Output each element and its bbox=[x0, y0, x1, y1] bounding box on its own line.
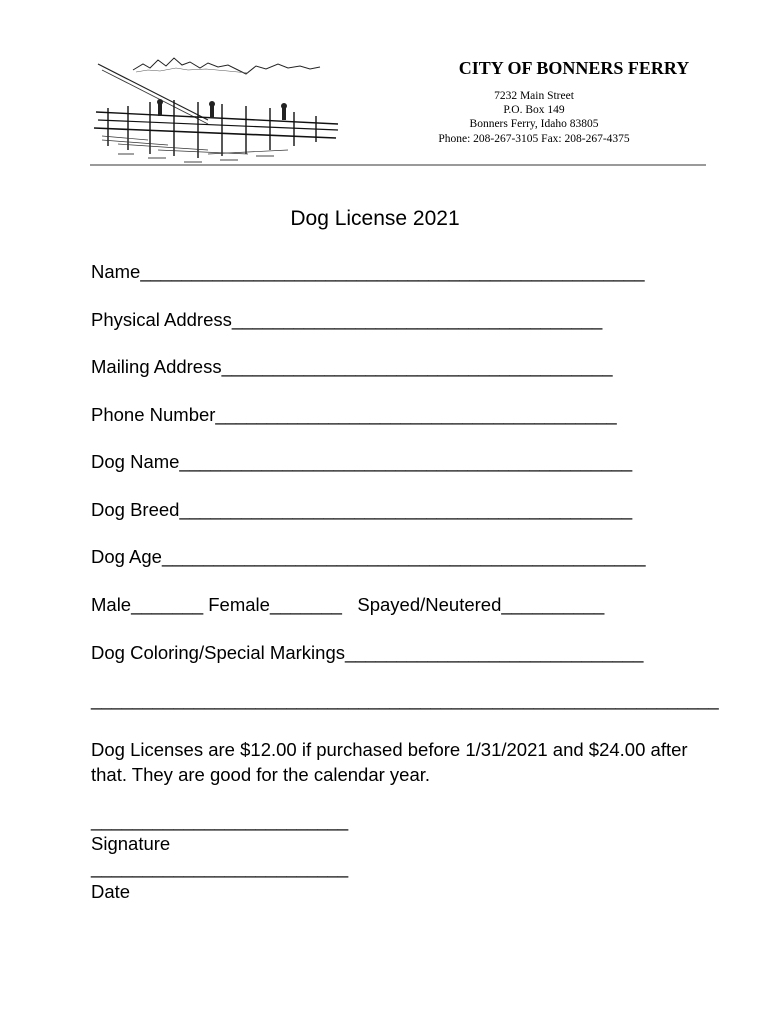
phone-number-field[interactable]: Phone Number_______________________________________ bbox=[91, 404, 617, 425]
form-title: Dog License 2021 bbox=[290, 207, 460, 230]
signature-label: Signature bbox=[91, 833, 171, 854]
sex-spayed-neutered-row[interactable]: Male_______ Female_______ Spayed/Neutered__________ bbox=[91, 594, 605, 615]
date-label: Date bbox=[91, 881, 131, 902]
signature-line[interactable]: _________________________ bbox=[91, 810, 349, 831]
dog-name-field[interactable]: Dog Name____________________________________________ bbox=[91, 451, 633, 472]
date-line[interactable]: _________________________ bbox=[91, 857, 349, 878]
dog-breed-field[interactable]: Dog Breed____________________________________________ bbox=[91, 499, 633, 520]
header-divider bbox=[90, 164, 706, 166]
coloring-markings-field[interactable]: Dog Coloring/Special Markings_____________________________ bbox=[91, 642, 644, 663]
bridge-sketch-logo bbox=[88, 50, 348, 168]
name-field[interactable]: Name_________________________________________________ bbox=[91, 261, 645, 282]
additional-markings-line[interactable]: _____________________________________________________________ bbox=[91, 689, 719, 710]
dog-age-field[interactable]: Dog Age_______________________________________________ bbox=[91, 546, 646, 567]
street-address: 7232 Main Street bbox=[494, 90, 574, 102]
mailing-address-field[interactable]: Mailing Address______________________________________ bbox=[91, 356, 613, 377]
phone-fax: Phone: 208-267-3105 Fax: 208-267-4375 bbox=[438, 133, 630, 145]
physical-address-field[interactable]: Physical Address____________________________________ bbox=[91, 309, 603, 330]
city-state-zip: Bonners Ferry, Idaho 83805 bbox=[469, 118, 599, 130]
fee-notice: Dog Licenses are $12.00 if purchased before 1/31/2021 and $24.00 after that. They are good for the calendar year. bbox=[91, 739, 688, 785]
city-name: CITY OF BONNERS FERRY bbox=[458, 58, 690, 78]
po-box: P.O. Box 149 bbox=[503, 104, 565, 116]
